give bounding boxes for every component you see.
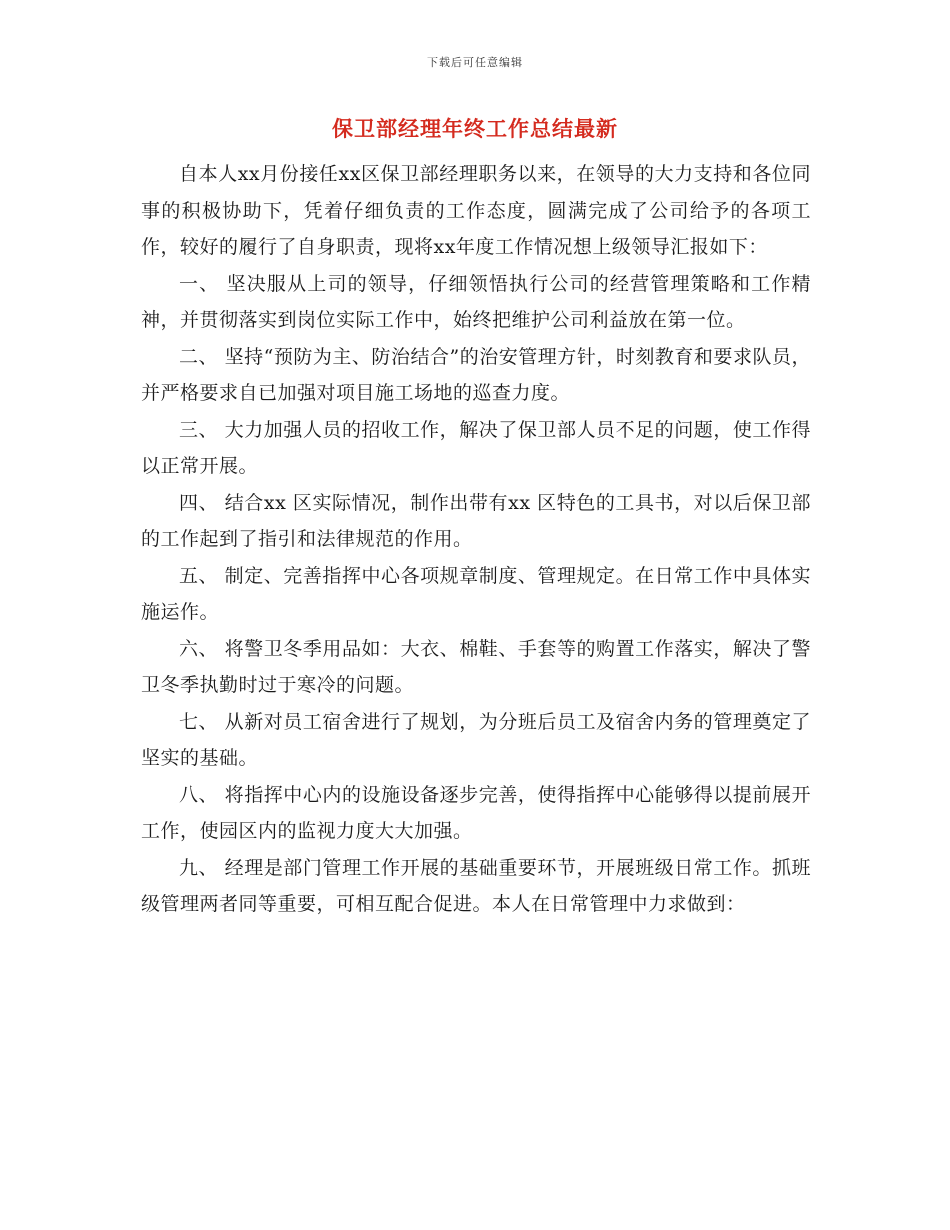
paragraph-item-3: 三、 大力加强人员的招收工作，解决了保卫部人员不足的问题，使工作得以正常开展。 (141, 418, 811, 477)
paragraph-item-2: 二、 坚持“预防为主、防治结合”的治安管理方针，时刻教育和要求队员，并严格要求自已加强对项目施工场地的巡查力度。 (141, 345, 811, 404)
document-body (141, 156, 811, 923)
paragraph-item-7: 七、 从新对员工宿舍进行了规划，为分班后员工及宿舍内务的管理奠定了坚实的基础。 (141, 710, 811, 769)
paragraph-intro: 自本人xx月份接任xx区保卫部经理职务以来，在领导的大力支持和各位同事的积极协助下，凭着仔细负责的工作态度，圆满完成了公司给予的各项工作，较好的履行了自身职责，现将xx年度工作情况想上级领导汇报如下： (141, 163, 811, 258)
paragraph-item-5: 五、 制定、完善指挥中心各项规章制度、管理规定。在日常工作中具体实施运作。 (141, 564, 811, 623)
document-title: 保卫部经理年终工作总结最新 (332, 116, 618, 141)
paragraph-item-9: 九、 经理是部门管理工作开展的基础重要环节，开展班级日常工作。抓班级管理两者同等重要，可相互配合促进。本人在日常管理中力求做到： (141, 856, 811, 915)
header-note: 下载后可任意编辑 (427, 56, 523, 69)
paragraph-item-8: 八、 将指挥中心内的设施设备逐步完善，使得指挥中心能够得以提前展开工作，使园区内的监视力度大大加强。 (141, 783, 811, 842)
paragraph-item-4: 四、 结合xx 区实际情况，制作出带有xx 区特色的工具书，对以后保卫部的工作起到了指引和法律规范的作用。 (141, 491, 811, 550)
paragraph-item-1: 一、 坚决服从上司的领导，仔细领悟执行公司的经营管理策略和工作精神，并贯彻落实到岗位实际工作中，始终把维护公司利益放在第一位。 (141, 272, 811, 331)
paragraph-item-6: 六、 将警卫冬季用品如：大衣、棉鞋、手套等的购置工作落实，解决了警卫冬季执勤时过于寒冷的问题。 (141, 637, 811, 696)
